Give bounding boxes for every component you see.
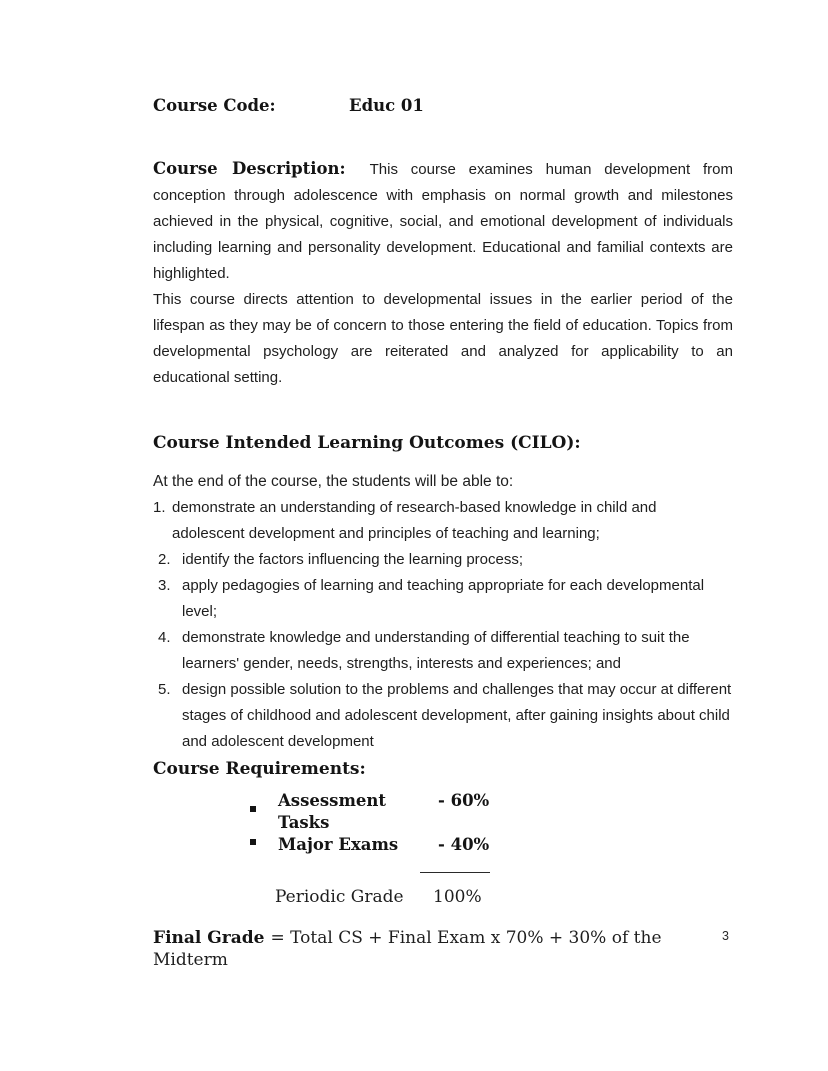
final-grade-label: Final Grade (153, 928, 265, 948)
course-requirements-heading: Course Requirements: (153, 759, 366, 779)
page-content (153, 0, 733, 971)
requirement-value: - 40% (438, 835, 490, 854)
list-item-text: identify the factors influencing the learning process; (182, 551, 524, 568)
requirements-list (153, 790, 733, 856)
course-description-label: Course Description: (153, 159, 346, 178)
requirement-row-major-exams (153, 834, 733, 856)
periodic-grade-label: Periodic Grade (275, 887, 404, 907)
final-grade-line (153, 927, 733, 971)
cilo-list-item-2 (153, 547, 733, 573)
cilo-intro: At the end of the course, the students will be able to: (153, 473, 514, 490)
list-item-text: demonstrate an understanding of research-based knowledge in child and adolescent development and principles of teaching and learning; (172, 499, 657, 542)
course-code-row (153, 96, 733, 116)
requirement-value: - 60% (438, 791, 490, 810)
course-description-text: This course examines human development from conception through adolescence with emphasis on normal growth and milestones achieved in the physical, cognitive, social, and emotional development of individuals including learning and personality development. Educational and familial contexts are highlighted. (153, 161, 733, 282)
list-item-number: 5. (158, 681, 171, 698)
list-item-text: demonstrate knowledge and understanding of differential teaching to suit the learners' gender, needs, strengths, interests and experiences; and (182, 629, 690, 672)
list-item-number: 2. (158, 551, 171, 568)
periodic-grade-row (153, 886, 733, 908)
square-bullet-icon (250, 806, 256, 812)
list-item-text: design possible solution to the problems and challenges that may occur at different stages of childhood and adolescent development, after gaining insights about child and adolescent development (182, 681, 732, 750)
cilo-list-item-4 (153, 625, 733, 677)
list-item-text: apply pedagogies of learning and teaching appropriate for each developmental level; (182, 577, 705, 620)
course-code-value: Educ 01 (349, 96, 424, 115)
course-description-paragraph-1 (153, 156, 733, 287)
requirement-row-assessment-tasks (153, 790, 733, 834)
course-code-label: Course Code: (153, 96, 276, 115)
periodic-grade-value: 100% (433, 887, 482, 907)
requirement-label: Major Exams (278, 835, 399, 854)
cilo-heading: Course Intended Learning Outcomes (CILO): (153, 433, 581, 453)
square-bullet-icon (250, 839, 256, 845)
list-item-number: 4. (158, 629, 171, 646)
course-description-section (153, 156, 733, 391)
requirement-label: Assessment Tasks (278, 791, 387, 832)
cilo-list-item-3 (153, 573, 733, 625)
cilo-list-item-5 (153, 677, 733, 755)
course-description-paragraph-2: This course directs attention to developmental issues in the earlier period of the lifespan as they may be of concern to those entering the field of education. Topics from developmental psychology are reiterated and analyzed for applicability to an educational setting. (153, 291, 733, 386)
sum-divider-line (420, 872, 490, 873)
final-grade-formula: = Total CS + Final Exam x 70% + 30% of the Midterm (153, 928, 662, 970)
list-item-number: 3. (158, 577, 171, 594)
cilo-list (153, 495, 733, 755)
cilo-list-item-1 (153, 495, 733, 547)
list-item-number: 1. (153, 499, 166, 516)
page-number: 3 (722, 929, 729, 943)
